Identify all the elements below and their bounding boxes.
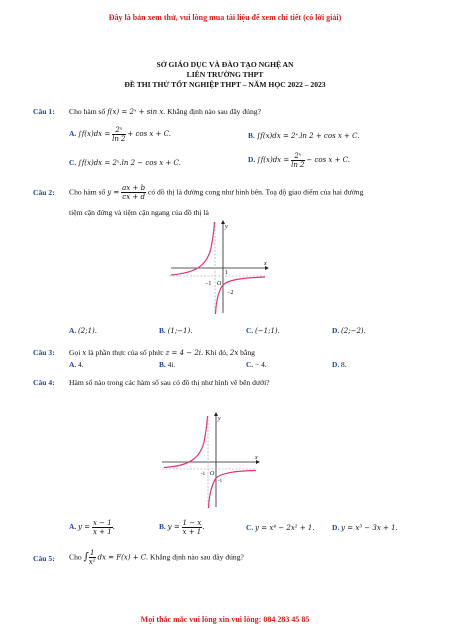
q3-stem <box>69 348 255 357</box>
q3-stem-text: Gọi <box>69 348 81 357</box>
q4-option-c[interactable] <box>246 523 315 532</box>
q4-option-b-fraction <box>182 519 203 536</box>
q1-function: f(x) = 2ˣ + sin x <box>107 108 164 116</box>
q3-expr: 2x <box>229 349 239 357</box>
q1-option-a-pre: ∫f(x)dx = <box>78 130 111 139</box>
q4-option-b-pre: y = <box>167 523 180 532</box>
q1-option-d-fraction <box>291 152 304 169</box>
q5-den: x² <box>88 558 96 566</box>
q5-fraction <box>89 549 96 566</box>
q4-tick-x: -1 <box>201 472 206 477</box>
q4-option-b-post: . <box>202 523 205 532</box>
q4-option-c-val: y = x⁴ − 2x² + 1. <box>255 524 315 532</box>
q2-option-b[interactable] <box>159 326 192 335</box>
q5-num: 1 <box>89 549 95 557</box>
q4-option-a-num: x − 1 <box>92 519 112 527</box>
q3-option-c[interactable] <box>246 360 267 369</box>
q3-option-b-val: 4i. <box>167 360 176 369</box>
preview-notice: Đây là bản xem thử, vui lòng mua tài liệu để xem chi tiết (có lời giải) <box>108 13 342 22</box>
q2-stem-line2: tiệm cận đứng và tiệm cận ngang của đồ thị là <box>69 208 209 217</box>
q3-option-a-val: 4. <box>78 360 84 369</box>
q3-option-c-label: C. <box>246 360 254 369</box>
q2-option-b-val: (1;−1). <box>167 327 193 335</box>
q2-graph <box>165 218 270 318</box>
q4-option-d-label: D. <box>332 523 340 532</box>
q1-option-d-pre: ∫f(x)dx = <box>257 156 290 165</box>
q2-option-c-val: (−1;1). <box>255 327 280 335</box>
q4-option-a-post: . <box>112 523 115 532</box>
q2-y: y = <box>107 188 120 197</box>
q1-option-d-label: D. <box>248 155 256 165</box>
q2-option-b-label: B. <box>159 326 166 335</box>
q1-stem <box>69 107 261 116</box>
q1-stem-end: . Khẳng định nào sau đây đúng? <box>163 107 261 116</box>
q3-option-d[interactable] <box>332 360 347 369</box>
q2-tick-1: 1 <box>225 270 228 276</box>
q1-option-a-label: A. <box>69 129 77 139</box>
q2-option-c-label: C. <box>246 326 254 335</box>
q4-option-b-num: 1 − x <box>182 519 202 527</box>
q2-option-c[interactable] <box>246 326 280 335</box>
q5-stem-text-2: Khẳng định nào sau đây đúng? <box>150 552 244 562</box>
q2-option-a-label: A. <box>69 326 77 335</box>
q1-option-c[interactable] <box>69 158 181 167</box>
q1-option-a-post: + cos x + C. <box>127 130 172 139</box>
q3-stem-text-4: bằng <box>240 348 255 357</box>
q3-option-d-label: D. <box>332 360 340 369</box>
q2-fraction <box>121 184 146 201</box>
q5-label: Câu 5: <box>33 554 55 563</box>
q2-option-d[interactable] <box>332 326 366 335</box>
q5-stem <box>69 549 244 566</box>
q4-option-a[interactable] <box>69 519 115 536</box>
q2-curve-left <box>171 222 215 275</box>
q2-option-d-label: D. <box>332 326 340 335</box>
q2-y-label: y <box>225 224 228 230</box>
q4-option-a-den: x + 1 <box>92 528 112 536</box>
q3-stem-text-2: là phần thực của số phức <box>88 348 164 357</box>
q2-option-a[interactable] <box>69 326 97 335</box>
q4-option-b[interactable] <box>159 519 205 536</box>
q4-stem: Hàm số nào trong các hàm số sau có đồ thị như hình vẽ bên dưới? <box>69 378 270 387</box>
q4-origin-label: O <box>210 471 215 477</box>
q3-option-a[interactable] <box>69 360 84 369</box>
footer-contact: Mọi thắc mắc vui lòng xin vui lòng: 084 283 45 85 <box>140 615 310 624</box>
q4-option-d-val: y = x³ − 3x + 1. <box>341 524 398 532</box>
q1-option-c-label: C. <box>69 158 77 167</box>
q4-label: Câu 4: <box>33 378 55 387</box>
q2-tick-minus1: −1 <box>205 281 212 287</box>
q3-option-b[interactable] <box>159 360 175 369</box>
header-department: SỞ GIÁO DỤC VÀ ĐÀO TẠO NGHỆ AN <box>156 60 294 69</box>
q4-option-a-label: A. <box>69 522 77 532</box>
q2-option-d-val: (2;−2). <box>341 327 366 335</box>
q2-x-label: x <box>264 261 267 267</box>
q4-x-label: x <box>255 455 258 461</box>
q4-option-b-den: x + 1 <box>182 528 202 536</box>
q1-option-c-expr: ∫f(x)dx = 2ˣ.ln 2 − cos x + C. <box>78 159 181 167</box>
q4-graph <box>158 412 262 510</box>
q4-tick-y: -1 <box>218 479 223 484</box>
q4-curve-left <box>164 416 208 468</box>
q4-option-c-label: C. <box>246 523 254 532</box>
q4-option-a-fraction <box>92 519 113 536</box>
q2-num: ax + b <box>122 184 146 192</box>
q1-option-b-expr: ∫f(x)dx = 2ˣ.ln 2 + cos x + C. <box>256 132 360 140</box>
q3-option-c-val: − 4. <box>255 360 267 369</box>
q2-label: Câu 2: <box>33 188 55 197</box>
q1-option-a[interactable] <box>69 126 171 143</box>
q3-complex: z = 4 − 2i. <box>165 349 204 357</box>
q3-label: Câu 3: <box>33 348 55 357</box>
q1-option-d-num: 2ˣ <box>291 152 304 161</box>
q4-option-a-pre: y = <box>78 523 91 532</box>
q1-stem-text: Cho hàm số <box>69 107 106 116</box>
q1-option-d-den: ln 2 <box>291 161 305 169</box>
q1-option-b-label: B. <box>248 131 255 140</box>
q2-option-a-val: (2;1). <box>78 327 97 335</box>
q3-stem-text-3: Khi đó, <box>205 348 228 357</box>
q2-den: cx + d <box>122 193 145 201</box>
q1-option-a-fraction <box>112 126 125 143</box>
q2-tick-minus2: −2 <box>227 290 234 296</box>
q5-expr: dx = F(x) + C. <box>97 553 149 562</box>
q4-option-b-label: B. <box>159 522 166 532</box>
q3-option-d-val: 8. <box>341 360 347 369</box>
q1-option-a-num: 2ˣ <box>112 126 125 135</box>
q3-option-b-label: B. <box>159 360 166 369</box>
q3-option-a-label: A. <box>69 360 77 369</box>
q4-y-label: y <box>218 416 221 422</box>
q5-integral-icon: ∫ <box>83 551 89 563</box>
q1-option-a-den: ln 2 <box>112 135 126 143</box>
q2-stem-text-2: có đồ thị là đường cong như hình bên. Toạ độ giao điểm của hai đường <box>147 187 364 197</box>
q3-var: x <box>82 349 87 357</box>
q2-stem <box>69 184 429 201</box>
header-exam-title: ĐỀ THI THỬ TỐT NGHIỆP THPT – NĂM HỌC 2022 – 2023 <box>124 80 326 89</box>
q1-option-d-post: − cos x + C. <box>306 156 351 165</box>
q2-origin-label: O <box>217 281 222 287</box>
q1-label: Câu 1: <box>33 107 55 116</box>
q1-option-d[interactable] <box>248 152 350 169</box>
header-school: LIÊN TRƯỜNG THPT <box>186 70 264 79</box>
q2-stem-text: Cho hàm số <box>69 187 106 197</box>
q5-stem-text: Cho <box>69 552 82 562</box>
q4-option-d[interactable] <box>332 523 398 532</box>
q1-option-b[interactable] <box>248 131 359 140</box>
